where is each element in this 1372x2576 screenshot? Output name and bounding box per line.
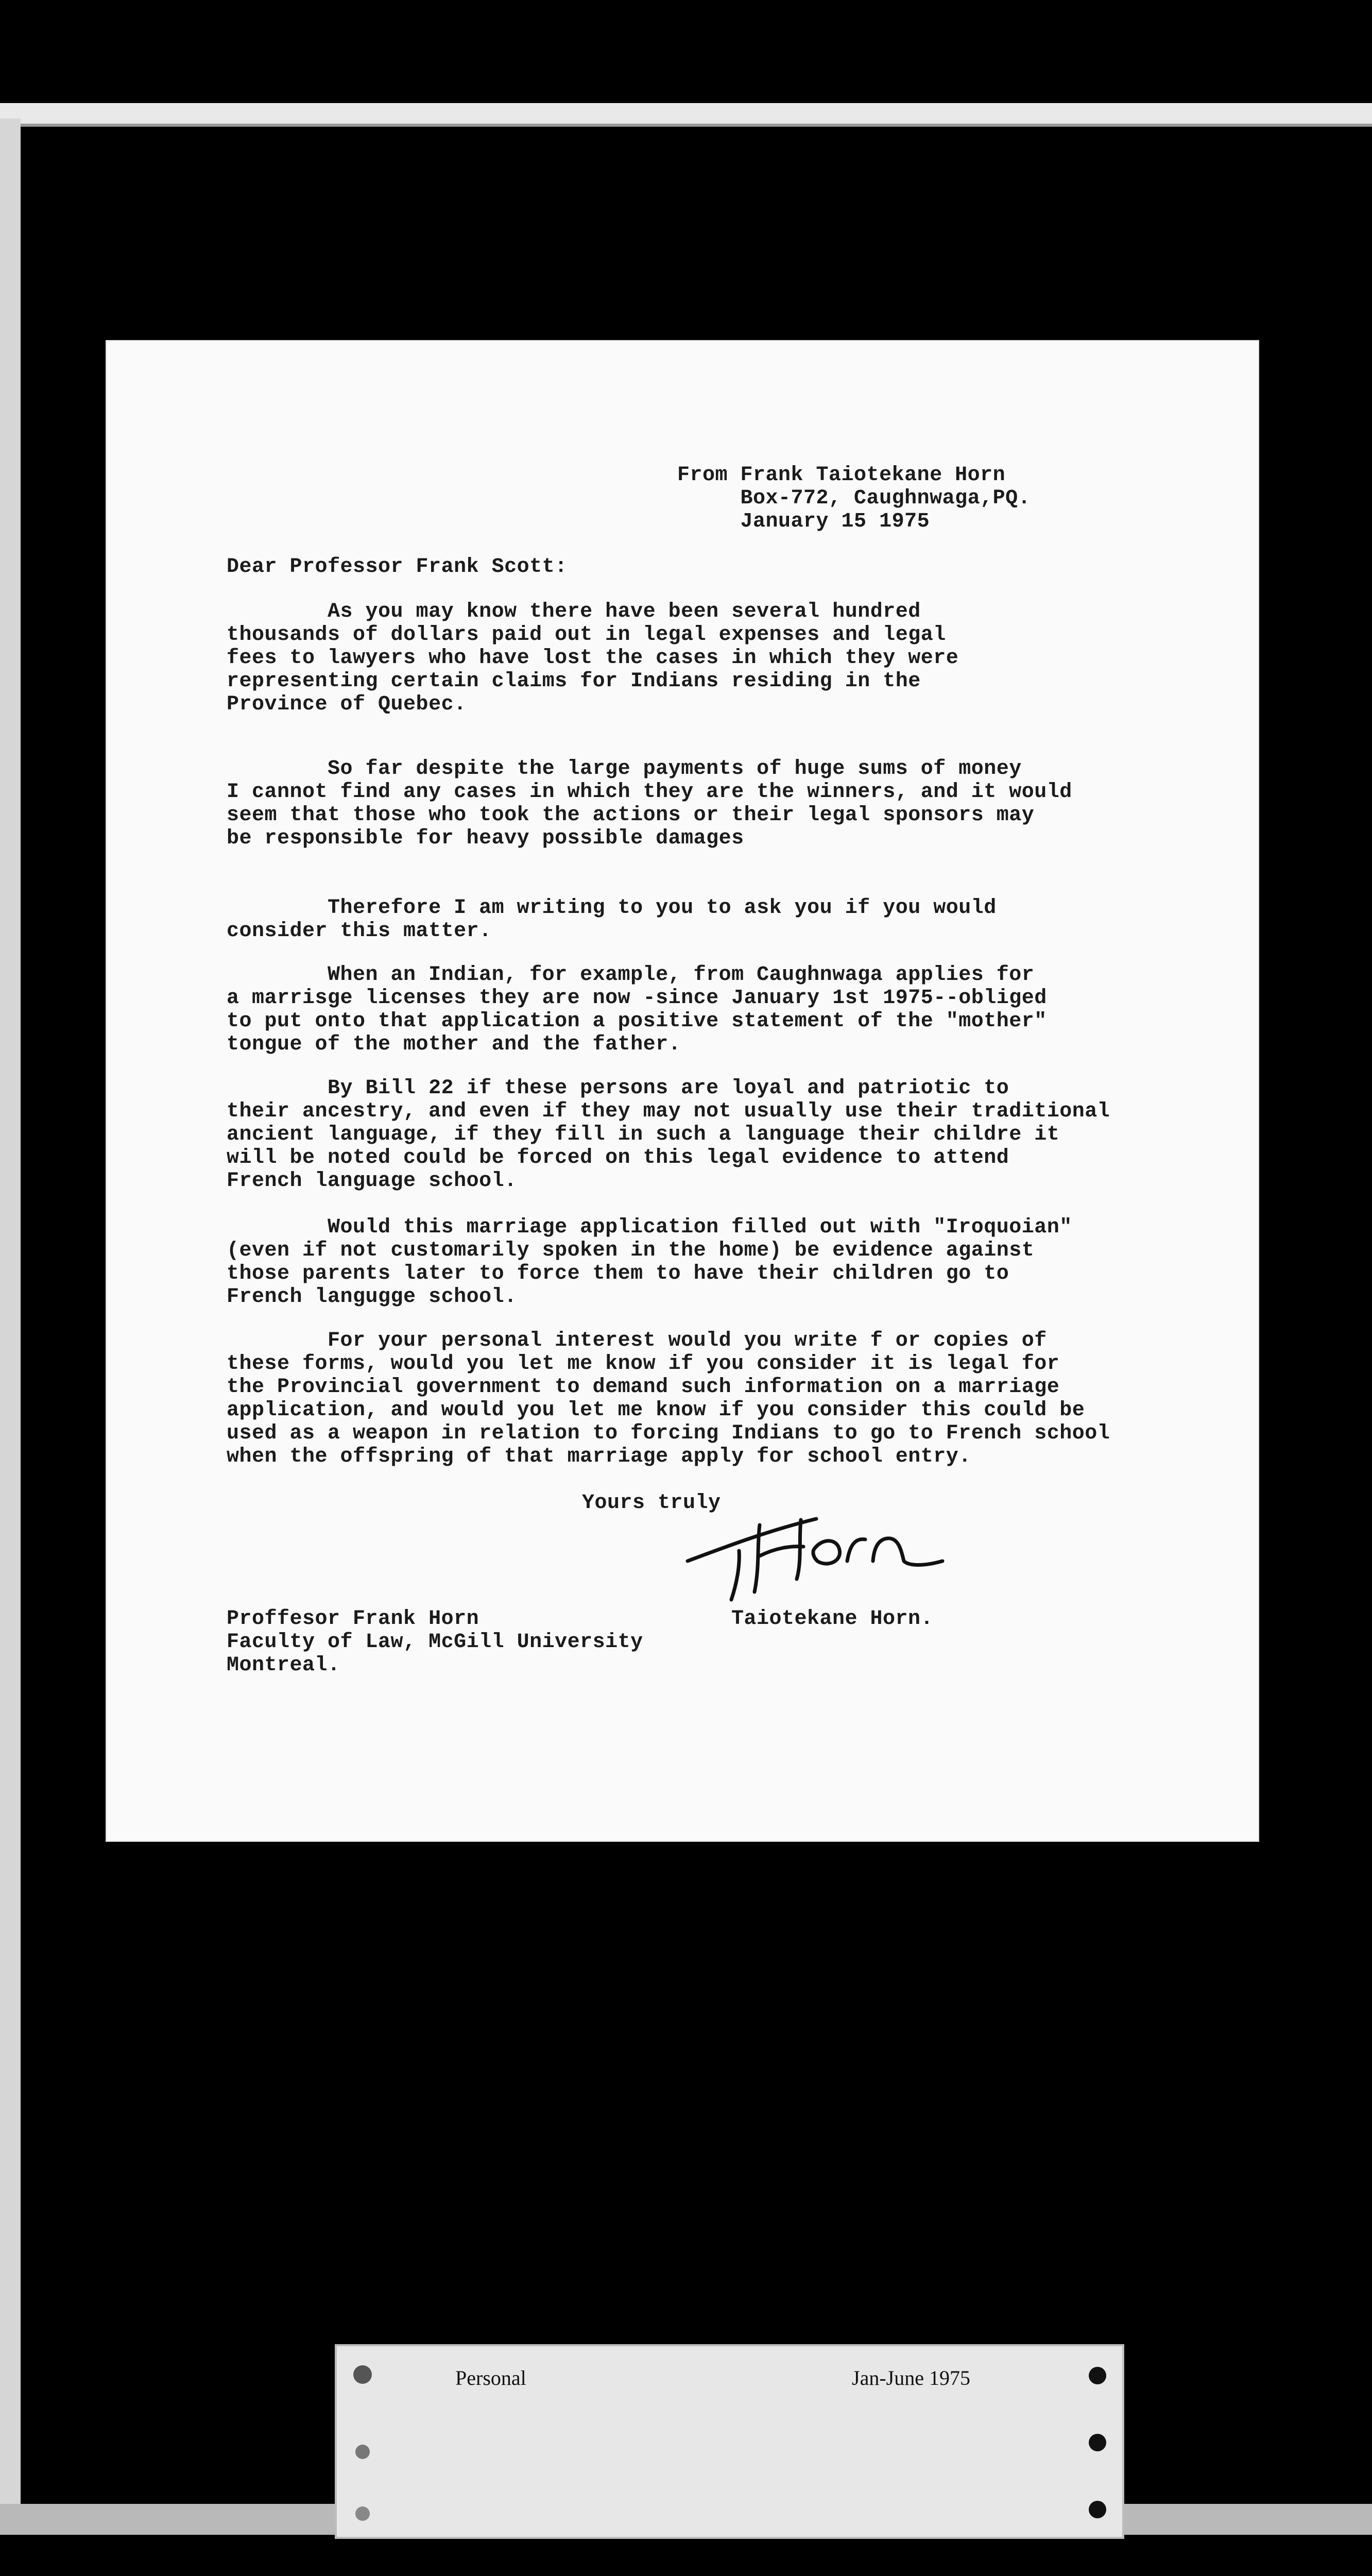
recipient-address: Proffesor Frank Horn Faculty of Law, McGill University Montreal. (227, 1607, 643, 1677)
paragraph-2: So far despite the large payments of huge sums of money I cannot find any cases in which they are the winners, and it would seem that those who took the actions or their legal sponsors may be responsible for heavy possible damages (227, 757, 1072, 850)
paragraph-4: When an Indian, for example, from Caughnwaga applies for a marrisge licenses they are now -since January 1st 1975--obliged to put onto that application a positive statement of the "mother" tongue of the mother and the father. (227, 963, 1047, 1056)
paragraph-1: As you may know there have been several hundred thousands of dollars paid out in legal expenses and legal fees to lawyers who have lost the cases in which they were representing certain claims for Indians residing in the Province of Quebec. (227, 600, 959, 716)
closing: Yours truly (582, 1492, 721, 1515)
sender-address: From Frank Taiotekane Horn Box-772, Caughnwaga,PQ. January 15 1975 (677, 464, 1031, 533)
paragraph-7: For your personal interest would you write f or copies of these forms, would you let me know if you consider it is legal for the Provincial government to demand such information on a marriage application, and would you let me know if you consider this could be used as a weapon in relation to forcing Indians to go to French school when the offspring of that marriage apply for school entry. (227, 1329, 1110, 1468)
paragraph-5: By Bill 22 if these persons are loyal and patriotic to their ancestry, and even if they may not usually use their traditional ancient language, if they fill in such a language their childre it will be noted could be forced on this legal evidence to attend French language school. (227, 1077, 1110, 1193)
paragraph-6: Would this marriage application filled out with "Iroquoian" (even if not customarily spoken in the home) be evidence against those parents later to force them to have their children go to French langugge school. (227, 1216, 1072, 1309)
film-edge-strip (0, 103, 1372, 127)
punch-hole-icon (1089, 2501, 1106, 2518)
handwritten-signature (682, 1489, 950, 1607)
paragraph-3: Therefore I am writing to you to ask you if you would consider this matter. (227, 896, 997, 943)
film-border-left (0, 118, 21, 2509)
card-perforation-icon (347, 2359, 378, 2529)
punch-hole-icon (1089, 2367, 1106, 2384)
film-border-top (0, 0, 1372, 103)
folder-label-date-range: Jan-June 1975 (852, 2366, 970, 2389)
folder-label-card (335, 2344, 1124, 2539)
signer-name: Taiotekane Horn. (731, 1607, 934, 1631)
letter-page (106, 340, 1259, 1842)
folder-label-personal: Personal (455, 2366, 526, 2389)
salutation: Dear Professor Frank Scott: (227, 555, 568, 579)
punch-hole-icon (1089, 2434, 1106, 2451)
